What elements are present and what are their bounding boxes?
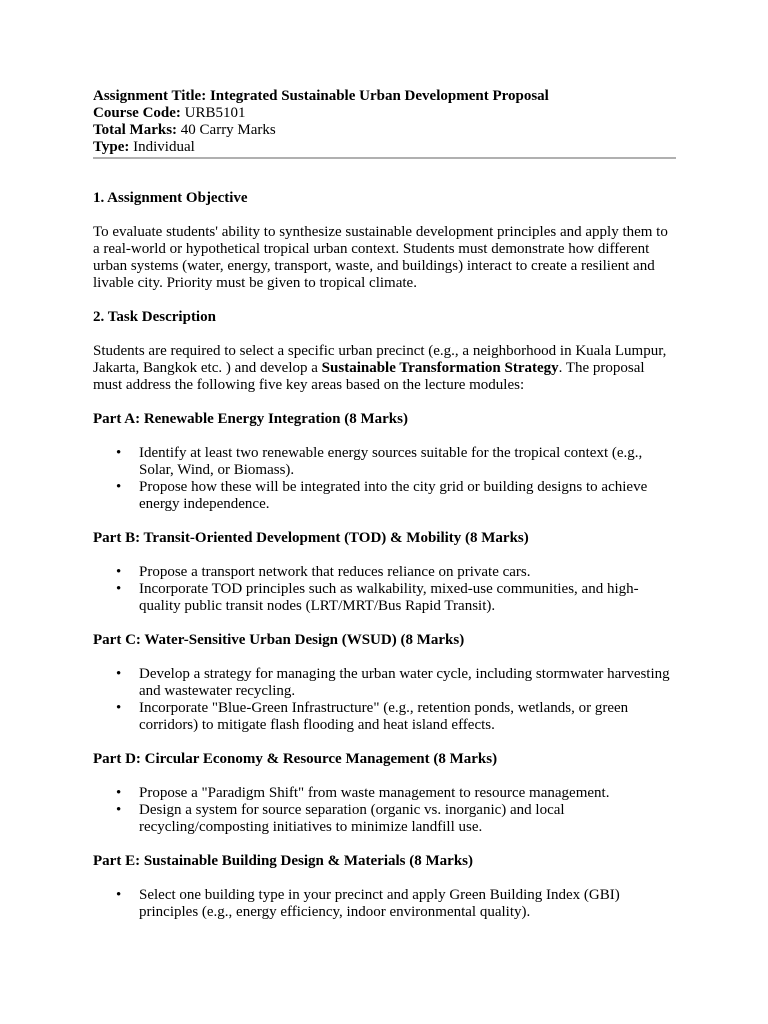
list-item: • Propose a transport network that reduces reliance on private cars. [139,564,676,581]
part-c-list [93,666,676,734]
assignment-title-value: Integrated Sustainable Urban Development Proposal [209,88,549,104]
part-c-heading: Part C: Water-Sensitive Urban Design (WSUD) (8 Marks) [93,632,465,648]
section-task-body [93,343,676,394]
section-objective-heading: 1. Assignment Objective [93,190,248,206]
list-item: • Identify at least two renewable energy sources suitable for the tropical context (e.g., Solar, Wind, or Biomass). [139,445,676,479]
total-marks-value: 40 Carry Marks [180,122,276,138]
list-item: • Develop a strategy for managing the urban water cycle, including stormwater harvesting and wastewater recycling. [139,666,676,700]
section-task-heading: 2. Task Description [93,309,216,325]
total-marks-label: Total Marks: [93,122,178,138]
type-line [93,139,676,156]
section-objective-body: To evaluate students' ability to synthesize sustainable development principles and apply them to a real-world or hypothetical tropical urban context. Students must demonstrate how different urban systems (water, energy, transport, waste, and buildings) interact to create a resilient and livable city. Priority must be given to tropical climate. [93,224,668,291]
task-body-after: . The proposal must address the following five key areas based on the lecture modules: [93,360,645,393]
part-e-heading: Part E: Sustainable Building Design & Materials (8 Marks) [93,853,474,869]
list-item: • Incorporate "Blue-Green Infrastructure" (e.g., retention ponds, wetlands, or green corridors) to mitigate flash flooding and heat island effects. [139,700,676,734]
part-a-heading: Part A: Renewable Energy Integration (8 Marks) [93,411,408,427]
task-body-before: Students are required to select a specific urban precinct (e.g., a neighborhood in Kuala Lumpur, Jakarta, Bangkok etc. ) and develop a [93,343,667,376]
part-a-list [93,445,676,513]
course-code-line [93,105,676,122]
list-item: • Propose how these will be integrated into the city grid or building designs to achieve energy independence. [139,479,676,513]
list-item: • Propose a "Paradigm Shift" from waste management to resource management. [139,785,676,802]
total-marks-line [93,122,676,139]
assignment-title-line [93,88,676,105]
task-body-emphasis: Sustainable Transformation Strategy [321,360,559,376]
list-item: • Incorporate TOD principles such as walkability, mixed-use communities, and high-quality public transit nodes (LRT/MRT/Bus Rapid Transit). [139,581,676,615]
part-d-heading: Part D: Circular Economy & Resource Management (8 Marks) [93,751,498,767]
part-b-heading: Part B: Transit-Oriented Development (TOD) & Mobility (8 Marks) [93,530,529,546]
part-d-list [93,785,676,836]
course-code-value: URB5101 [184,105,246,121]
course-code-label: Course Code: [93,105,181,121]
list-item: • Select one building type in your precinct and apply Green Building Index (GBI) principles (e.g., energy efficiency, indoor environmental quality). [139,887,676,921]
type-value: Individual [133,139,195,155]
document-content [93,88,676,921]
type-label: Type: [93,139,130,155]
part-b-list [93,564,676,615]
part-e-list [93,887,676,921]
list-item: • Design a system for source separation (organic vs. inorganic) and local recycling/composting initiatives to minimize landfill use. [139,802,676,836]
assignment-title-label: Assignment Title: [93,88,207,104]
